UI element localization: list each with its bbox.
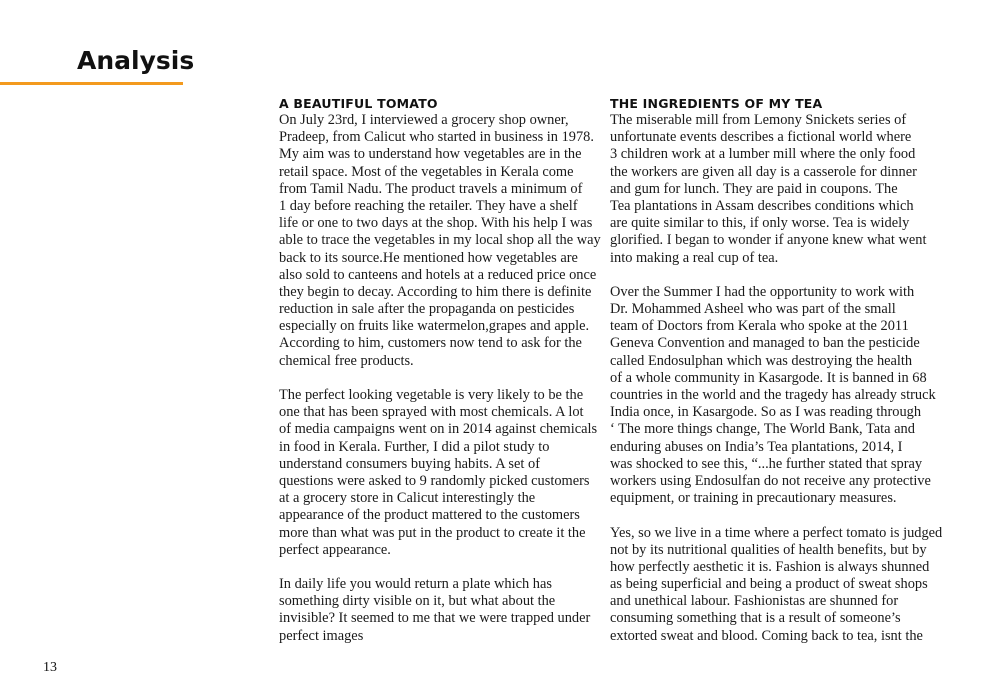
page-title: Analysis [77,46,195,75]
text-line: ‘ The more things change, The World Bank, Tata and [610,421,915,438]
text-line: reduction in sale after the propaganda on pesticides [279,301,575,318]
left-column-body [279,112,619,645]
text-line: not by its nutritional qualities of health benefits, but by [610,541,927,558]
text-line: Geneva Convention and managed to ban the pesticide [610,335,920,352]
text-line: 1 day before reaching the retailer. They have a shelf [279,197,578,214]
text-line: as being superficial and being a product of sweat shops [610,576,928,593]
text-line: The miserable mill from Lemony Snickets series of [610,112,907,128]
paragraph [610,112,950,267]
paragraph [279,112,619,370]
text-line: questions were asked to 9 randomly picked customers [279,472,590,489]
text-line: also sold to canteens and hotels at a reduced price once [279,266,597,283]
text-line: one that has been sprayed with most chemicals. A lot [279,404,584,421]
text-line: chemical free products. [279,352,414,369]
text-line: in food in Kerala. Further, I did a pilot study to [279,438,550,455]
text-line: team of Doctors from Kerala who spoke at the 2011 [610,318,909,335]
text-line: On July 23rd, I interviewed a grocery shop owner, [279,112,569,128]
section-heading: A BEAUTIFUL TOMATO [279,96,438,111]
text-line: of media campaigns went on in 2014 against chemicals [279,421,598,438]
text-line: they begin to decay. According to him there is definite [279,283,592,300]
text-line: are quite similar to this, if only worse. Tea is widely [610,215,910,232]
text-line: equipment, or training in precautionary measures. [610,490,897,507]
text-line: the workers are given all day is a casserole for dinner [610,163,917,180]
left-column [279,95,619,662]
text-line: and unethical labour. Fashionistas are shunned for [610,593,899,610]
text-line: Dr. Mohammed Asheel who was part of the small [610,301,896,318]
title-underline [0,82,183,85]
paragraph [610,284,950,507]
text-line: Tea plantations in Assam describes conditions which [610,197,914,214]
right-column-body [610,112,950,645]
paragraph [279,387,619,559]
text-line: something dirty visible on it, but what about the [279,593,556,610]
text-line: life or one to two days at the shop. With his help I was [279,215,593,232]
text-line: back to its source.He mentioned how vegetables are [279,249,578,266]
text-line: workers using Endosulfan do not receive any protective [610,472,931,489]
paragraph [610,525,950,645]
text-line: extorted sweat and blood. Coming back to tea, isnt the [610,627,923,644]
text-line: from Tamil Nadu. The product travels a minimum of [279,180,583,197]
text-line: more than what was put in the product to create it the [279,524,586,541]
text-line: retail space. Most of the vegetables in Kerala come [279,163,574,180]
text-line: Pradeep, from Calicut who started in business in 1978. [279,129,594,146]
text-line: Over the Summer I had the opportunity to work with [610,283,915,300]
paragraph [279,576,619,645]
section-heading: THE INGREDIENTS OF MY TEA [610,96,823,111]
text-line: how perfectly aesthetic it is. Fashion is always shunned [610,558,930,575]
right-column [610,95,950,662]
page-number: 13 [43,660,57,675]
text-line: 3 children work at a lumber mill where the only food [610,146,916,163]
text-line: of a whole community in Kasargode. It is banned in 68 [610,369,927,386]
text-line: especially on fruits like watermelon,grapes and apple. [279,318,590,335]
text-line: perfect appearance. [279,541,391,558]
text-line: enduring abuses on India’s Tea plantations, 2014, I [610,438,903,455]
text-line: Yes, so we live in a time where a perfect tomato is judged [610,524,943,541]
text-line: countries in the world and the tragedy has already struck [610,387,936,403]
text-line: invisible? It seemed to me that we were trapped under [279,610,591,627]
text-line: India once, in Kasargode. So as I was reading through [610,404,922,421]
text-line: unfortunate events describes a fictional world where [610,129,912,146]
text-line: glorified. I began to wonder if anyone knew what went [610,232,927,249]
text-line: consuming something that is a result of someone’s [610,610,901,627]
text-line: The perfect looking vegetable is very likely to be the [279,387,584,403]
text-line: In daily life you would return a plate which has [279,576,552,593]
text-line: perfect images [279,627,364,644]
text-line: and gum for lunch. They are paid in coupons. The [610,180,898,197]
text-line: called Endosulphan which was destroying the health [610,352,913,369]
text-line: into making a real cup of tea. [610,249,779,266]
text-line: able to trace the vegetables in my local shop all the way [279,232,601,249]
text-line: According to him, customers now tend to ask for the [279,335,582,352]
text-line: understand consumers buying habits. A set of [279,455,540,472]
text-line: appearance of the product mattered to the customers [279,507,580,524]
text-line: My aim was to understand how vegetables are in the [279,146,582,163]
text-line: at a grocery store in Calicut interestingly the [279,490,536,507]
text-line: was shocked to see this, “...he further stated that spray [610,455,923,472]
